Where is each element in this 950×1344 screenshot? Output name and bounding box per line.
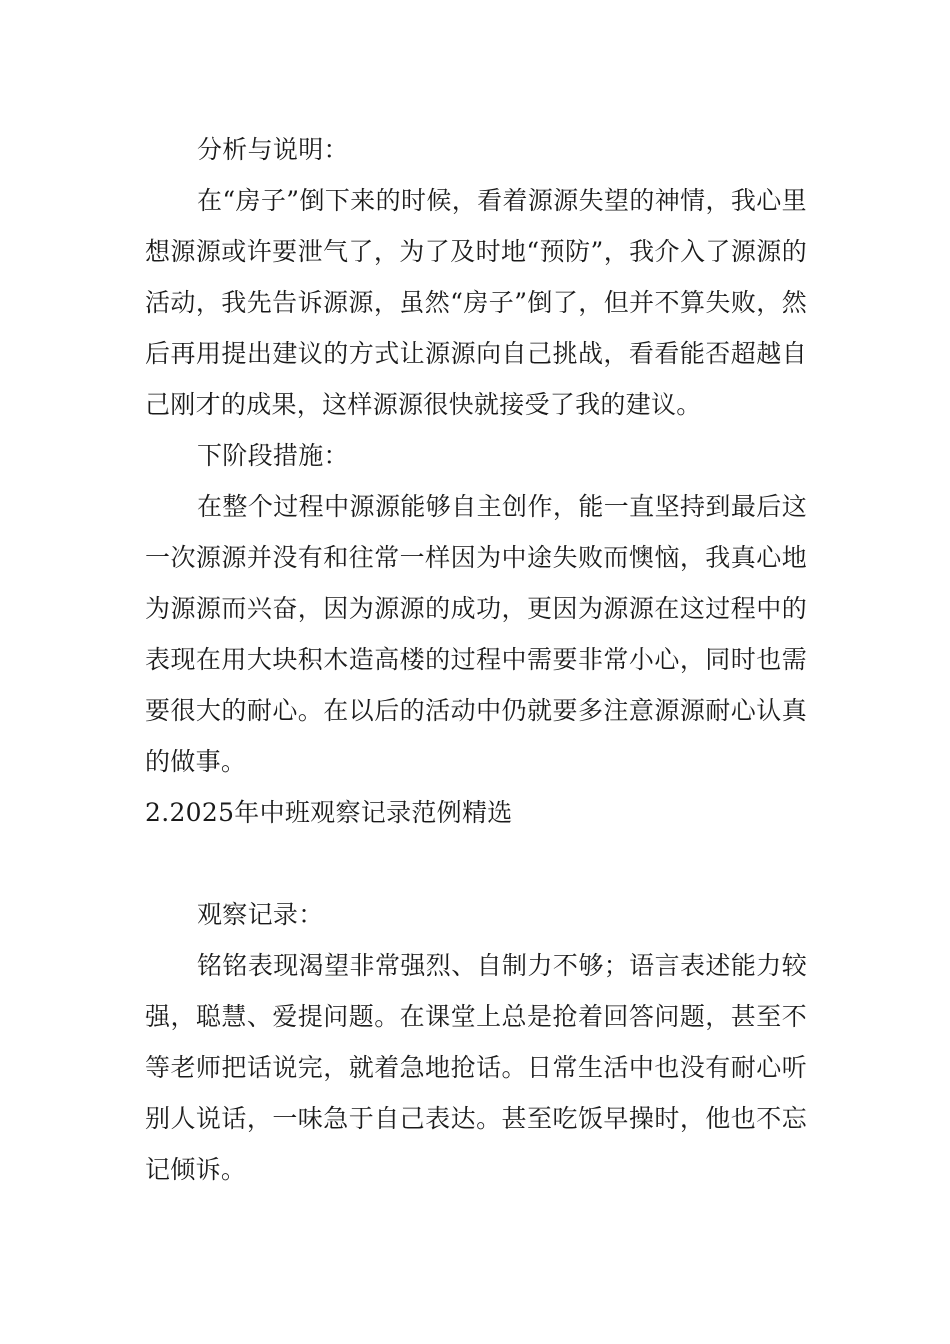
analysis-paragraph: 在“房子”倒下来的时候，看着源源失望的神情，我心里想源源或许要泄气了，为了及时地“预防”，我介入了源源的活动，我先告诉源源，虽然“房子”倒了，但并不算失败，然后再用提出建议的方式让源源向自己挑战，看看能否超越自己刚才的成果，这样源源很快就接受了我的建议。 xyxy=(145,186,807,419)
document-body xyxy=(145,124,807,1195)
section-heading: 2.2025年中班观察记录范例精选 xyxy=(145,798,513,827)
observation-paragraph: 铭铭表现渴望非常强烈、自制力不够；语言表述能力较强，聪慧、爱提问题。在课堂上总是抢着回答问题，甚至不等老师把话说完，就着急地抢话。日常生活中也没有耐心听别人说话，一味急于自己表达。甚至吃饭早操时，他也不忘记倾诉。 xyxy=(145,951,807,1184)
section-spacer xyxy=(145,838,807,889)
next-steps-label: 下阶段措施： xyxy=(197,441,349,470)
analysis-label: 分析与说明： xyxy=(197,135,349,164)
next-steps-paragraph: 在整个过程中源源能够自主创作，能一直坚持到最后这一次源源并没有和往常一样因为中途失败而懊恼，我真心地为源源而兴奋，因为源源的成功，更因为源源在这过程中的表现在用大块积木造高楼的过程中需要非常小心，同时也需要很大的耐心。在以后的活动中仍就要多注意源源耐心认真的做事。 xyxy=(145,492,807,776)
observation-label: 观察记录： xyxy=(197,900,324,929)
